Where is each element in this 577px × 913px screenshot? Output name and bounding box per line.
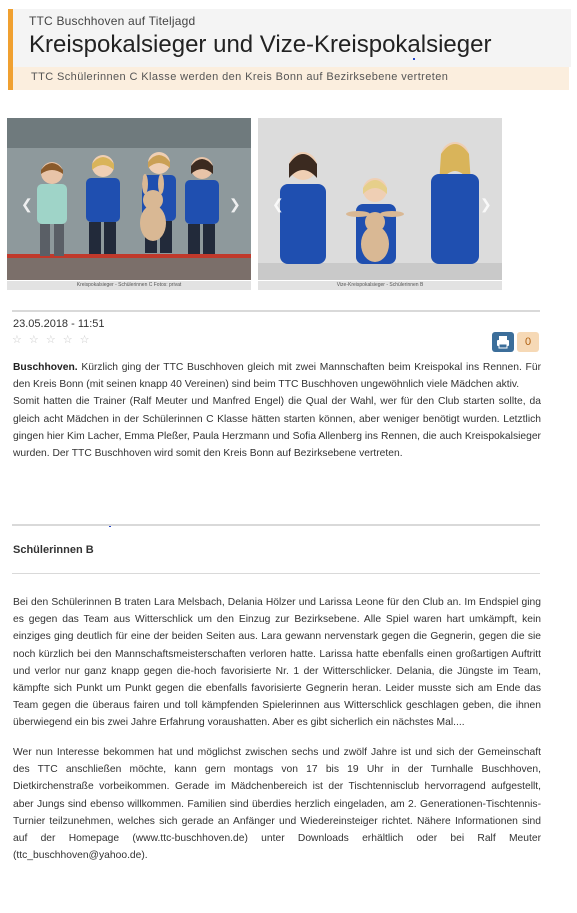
divider (12, 573, 540, 574)
chevron-left-icon[interactable]: ❮ (272, 196, 284, 212)
article-subtitle-bar (8, 67, 569, 90)
team-photo-1 (7, 118, 251, 280)
lead-location: Buschhoven. (13, 362, 78, 373)
divider (12, 310, 540, 312)
paragraph-text: Kürzlich ging der TTC Buschhoven gleich mit zwei Mannschaften beim Kreispokal ins Rennen. Für den Kreis Bonn (mit seinen knapp 40 Vereinen) sind beim TTC Buschhoven ungewöhnlich viele Mädchen aktiv. (13, 362, 541, 391)
article-kicker: TTC Buschhoven auf Titeljagd (29, 14, 196, 28)
divider (12, 524, 540, 526)
paragraph: Wer nun Interesse bekommen hat und möglichst zwischen sechs und zwölf Jahre ist und sich der Gemeinschaft des TTC anschließen möchte, kann gern montags von 17 bis 19 Uhr in der Turnhalle Buschhoven, Dietkirchenstraße vorbeikommen. Gerade im Mädchenbereich ist der Tischtennisclub hervorragend aufgestellt, aber Jungs sind ebenso willkommen. Familien sind überdies herzlich eingeladen, am 2. Generationen-Tischtennis-Turnier teilzunehmen, welches sich gerade an Anfänger und Wiedereinsteiger richtet. Nähere Informationen sind auf der Homepage (www.ttc-buschhoven.de) unter Downloads erhältlich oder bei Ralf Meuter (ttc_buschhoven@yahoo.de). (13, 747, 541, 862)
paragraph (13, 359, 541, 393)
rating-stars[interactable]: ☆ ☆ ☆ ☆ ☆ (12, 334, 92, 346)
printer-icon (492, 332, 514, 352)
chevron-right-icon[interactable]: ❯ (229, 196, 241, 212)
chevron-right-icon[interactable]: ❯ (480, 196, 492, 212)
paragraph: Bei den Schülerinnen B traten Lara Melsbach, Delania Hölzer und Larissa Leone für den Club an. Im Endspiel ging es gegen das Team aus Witterschlick um den Einzug zur Bezirksebene. Alle Spiel waren hart umkämpft, kein einziges ging deutlich für eine der beiden Seiten aus. Lara gewann nervenstark gegen die Gegnerin, gegen die sie noch kürzlich bei den Mannschaftsmeisterschaften verloren hatte. Larissa hatte ebenfalls einen großartigen Auftritt und verlor nur ganz knapp gegen die-hoch favorisierte Nr. 1 der Witterschlicker. Delania, die Jüngste im Team, kämpfte sich Punkt um Punkt gegen die ebenfalls favorisierte Gegnerin heran. Leider musste sich am Ende das Team gegen die überaus fairen und toll kämpfenden Spielerinnen aus Witterschlick geschlagen geben, die ihnen überwiegend ein bis zwei Jahre Erfahrung voraushatten. Aber es gibt sicherlich ein nächstes Mal.... (13, 597, 541, 729)
article-title: Kreispokalsieger und Vize-Kreispokalsieger (29, 31, 492, 58)
article-intro (13, 359, 541, 462)
section-heading: Schülerinnen B (13, 544, 94, 556)
article-header (8, 9, 571, 67)
gallery-photo-kreispokalsieger[interactable] (7, 118, 251, 280)
count-badge: 0 (517, 332, 539, 352)
photo-caption: Vize-Kreispokalsieger - Schülerinnen B (258, 281, 502, 290)
paragraph: Somit hatten die Trainer (Ralf Meuter und Manfred Engel) die Qual der Wahl, wer für den Club starten sollte, da gleich acht Mädchen in der Schülerinnen C Klasse hätten starten können, aber weniger benötigt wurden. Letztlich gingen hier Kim Lacher, Emma Pleßer, Paula Herzmann und Sofia Allenberg ins Rennen, die auch Kreispokalsieger wurden. Der TTC Buschhoven wird somit den Kreis Bonn auf Bezirksebene vertreten. (13, 396, 541, 460)
stray-dot (413, 58, 415, 60)
article-subtitle: TTC Schülerinnen C Klasse werden den Kreis Bonn auf Bezirksebene vertreten (31, 71, 449, 83)
gallery-photo-vize-kreispokalsieger[interactable] (258, 118, 502, 280)
article-body-b (13, 594, 541, 732)
team-photo-2 (258, 118, 502, 280)
chevron-left-icon[interactable]: ❮ (21, 196, 33, 212)
photo-caption: Kreispokalsieger - Schülerinnen C Fotos: privat (7, 281, 251, 290)
print-button[interactable] (492, 332, 514, 352)
post-date: 23.05.2018 - 11:51 (13, 318, 105, 330)
article-body-invite (13, 744, 541, 864)
